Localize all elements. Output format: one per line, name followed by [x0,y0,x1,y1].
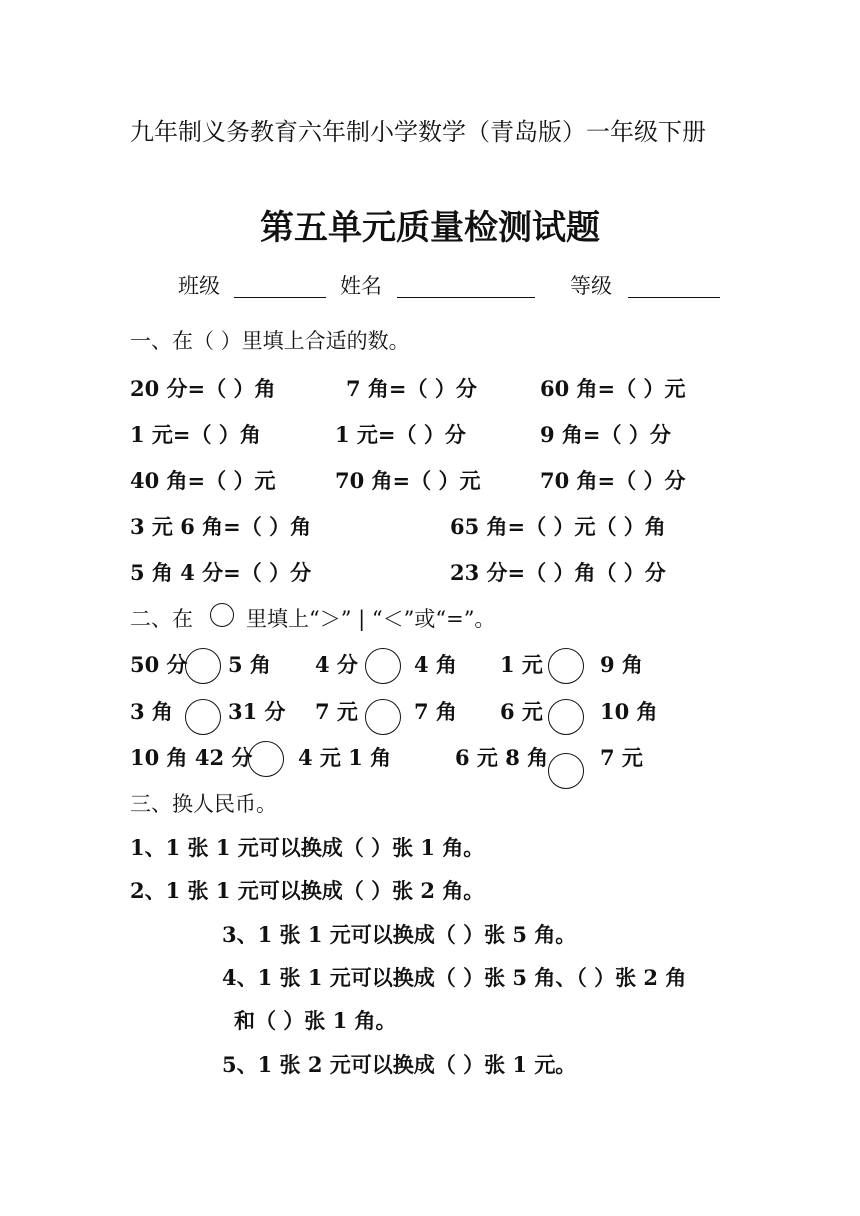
compare-circle[interactable] [548,648,584,684]
s3-q5: 5、1 张 2 元可以换成（ ）张 1 元。 [222,1052,577,1077]
compare-circle[interactable] [185,699,221,735]
name-label: 姓名 [340,274,382,298]
s3-q4-line1: 4、1 张 1 元可以换成（ ）张 5 角、（ ）张 2 角 [222,965,687,990]
grade-blank[interactable] [628,277,720,298]
s2-r2-left2: 7 元 [315,699,358,724]
document-header: 九年制义务教育六年制小学数学（青岛版）一年级下册 [130,118,706,146]
s2-r3-left1: 10 角 42 分 [130,745,253,770]
page-title: 第五单元质量检测试题 [260,208,600,248]
s1-r1-c3: 60 角=（ ）元 [540,376,686,401]
s2-r3-left2: 6 元 8 角 [455,745,549,770]
s2-r1-right1: 5 角 [228,652,271,677]
s2-r1-left2: 4 分 [315,652,358,677]
s2-r2-right3: 10 角 [600,699,658,724]
s1-r2-c1: 1 元=（ ）角 [130,422,261,447]
s1-r3-c1: 40 角=（ ）元 [130,468,276,493]
s3-q1: 1、1 张 1 元可以换成（ ）张 1 角。 [130,835,485,860]
class-label: 班级 [178,274,220,298]
s1-r4-c1: 3 元 6 角=（ ）角 [130,514,312,539]
s2-r2-left1: 3 角 [130,699,173,724]
compare-circle[interactable] [185,648,221,684]
compare-circle[interactable] [365,699,401,735]
grade-label: 等级 [570,274,612,298]
s2-r1-right3: 9 角 [600,652,643,677]
s3-q2: 2、1 张 1 元可以换成（ ）张 2 角。 [130,878,485,903]
s2-r1-left1: 50 分 [130,652,188,677]
s3-q4-line2: 和（ ）张 1 角。 [234,1008,397,1033]
s1-r4-c2: 65 角=（ ）元（ ）角 [450,514,666,539]
s1-r1-c2: 7 角=（ ）分 [346,376,477,401]
s1-r5-c1: 5 角 4 分=（ ）分 [130,560,312,585]
s2-r1-right2: 4 角 [414,652,457,677]
section2-heading-pre: 二、在 [130,607,193,631]
s1-r3-c2: 70 角=（ ）元 [335,468,481,493]
s2-r1-left3: 1 元 [500,652,543,677]
circle-symbol-icon [210,603,234,627]
compare-circle[interactable] [548,699,584,735]
s1-r1-c1: 20 分=（ ）角 [130,376,276,401]
s1-r3-c3: 70 角=（ ）分 [540,468,686,493]
s1-r5-c2: 23 分=（ ）角（ ）分 [450,560,666,585]
s1-r2-c3: 9 角=（ ）分 [540,422,671,447]
s2-r2-left3: 6 元 [500,699,543,724]
s3-q3: 3、1 张 1 元可以换成（ ）张 5 角。 [222,922,577,947]
name-blank[interactable] [397,277,535,298]
section2-heading-post: 里填上“＞” | “＜”或“=”。 [246,607,496,631]
section1-heading: 一、在（ ）里填上合适的数。 [130,329,410,353]
compare-circle[interactable] [365,648,401,684]
s1-r2-c2: 1 元=（ ）分 [335,422,466,447]
class-blank[interactable] [234,277,326,298]
s2-r2-right2: 7 角 [414,699,457,724]
s2-r3-right1: 4 元 1 角 [298,745,392,770]
s2-r2-right1: 31 分 [228,699,286,724]
compare-circle[interactable] [248,741,284,777]
section3-heading: 三、换人民币。 [130,792,277,816]
compare-circle[interactable] [548,753,584,789]
s2-r3-right2: 7 元 [600,745,643,770]
